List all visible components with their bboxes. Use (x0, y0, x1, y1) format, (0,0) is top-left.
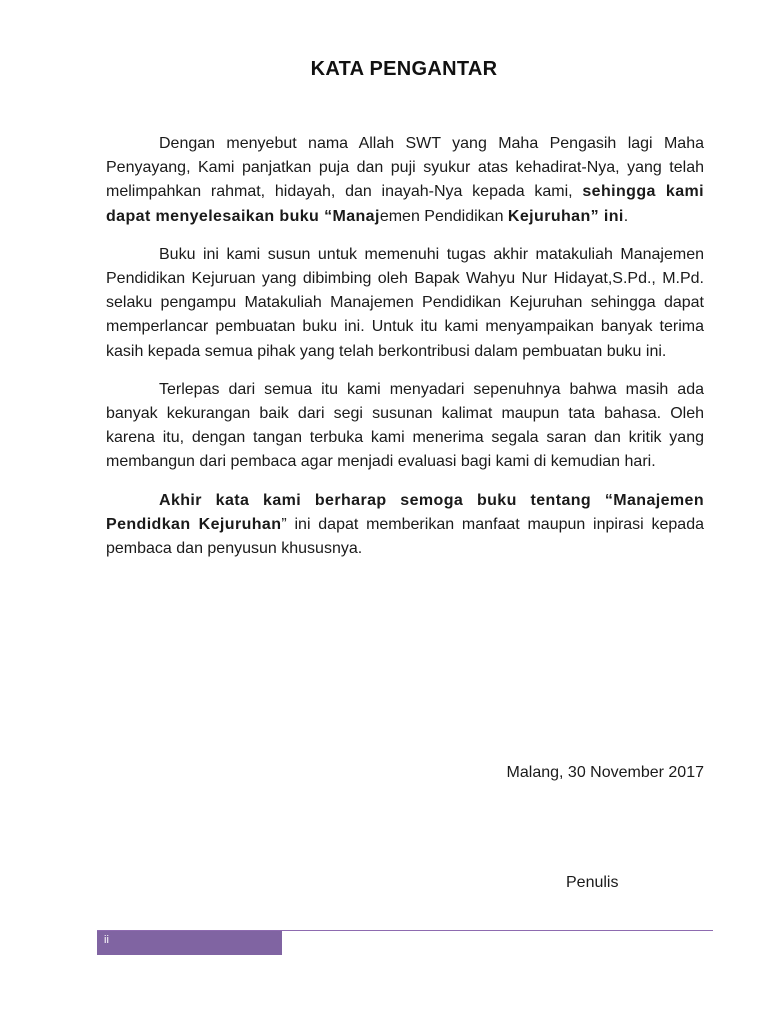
paragraph-4-part-b: ” ini dapat memberikan manfaat maupun inpirasi kepada pembaca dan penyusun khususnya. (106, 515, 704, 558)
paragraph-1-part-a: Dengan menyebut nama Allah SWT yang Maha Pengasih lagi Maha Penyayang, Kami panjatkan puja dan puji syukur atas kehadirat-Nya, yang telah melimpahkan rahmat, hidayah, dan inayah-Nya kepada kami, (106, 135, 704, 201)
paragraph-3: Terlepas dari semua itu kami menyadari sepenuhnya bahwa masih ada banyak kekurangan baik dari segi susunan kalimat maupun tata bahasa. Oleh karena itu, dengan tangan terbuka kami menerima segala saran dan kritik yang membangun dari pembaca agar menjadi evaluasi bagi kami di kemudian hari. (106, 380, 704, 471)
paragraph-1-part-b: sehingga kami dapat menyelesaikan buku “Manaj (106, 183, 704, 225)
signer-name: Penulis (566, 874, 619, 891)
paragraph-4 (106, 489, 704, 562)
paragraph-1-part-d: Kejuruhan” ini (507, 207, 624, 225)
place-date: Malang, 30 November 2017 (506, 764, 704, 781)
page-number: ii (104, 934, 109, 946)
page-title: KATA PENGANTAR (310, 58, 498, 80)
paragraph-1-part-e: . (623, 207, 629, 225)
paragraph-1-part-c: emen Pendidikan (379, 207, 508, 225)
paragraph-4-part-a: Akhir kata kami berharap semoga buku tentang “Manajemen Pendidkan Kejuruhan (106, 491, 704, 533)
paragraph-1 (106, 132, 704, 229)
body-text (106, 132, 704, 575)
footer-accent-band (97, 931, 282, 955)
paragraph-2: Buku ini kami susun untuk memenuhi tugas akhir matakuliah Manajemen Pendidikan Kejuruan yang dibimbing oleh Bapak Wahyu Nur Hidayat,S.Pd., M.Pd. selaku pengampu Matakuliah Manajemen Pendidikan Kejuruhan sehingga dapat memperlancar pembuatan buku ini. Untuk itu kami menyampaikan banyak terima kasih kepada semua pihak yang telah berkontribusi dalam pembuatan buku ini. (106, 245, 704, 360)
